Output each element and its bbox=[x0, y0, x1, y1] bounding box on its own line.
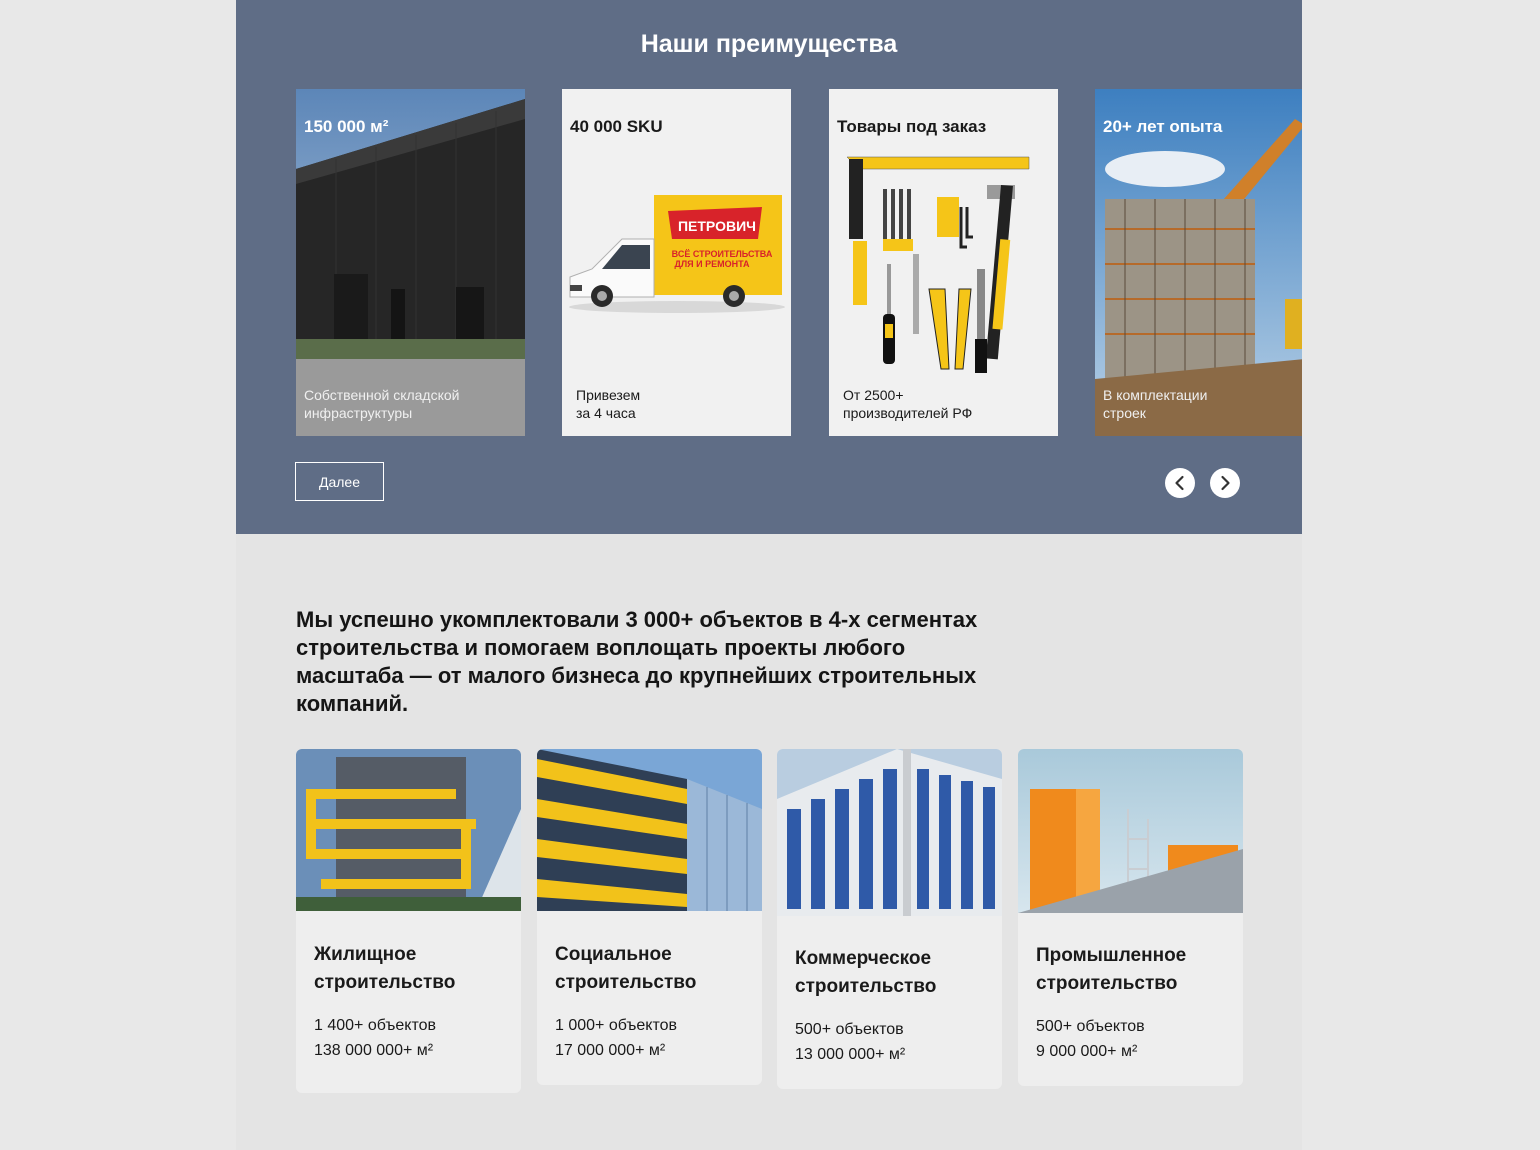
segment-objects: 500+ объектов bbox=[1036, 1018, 1145, 1035]
segment-card-residential[interactable] bbox=[296, 749, 521, 1093]
chevron-right-icon bbox=[1210, 468, 1240, 498]
commercial-building-image bbox=[777, 749, 1002, 916]
truck-brand-text: ПЕТРОВИЧ bbox=[677, 218, 757, 234]
tools-image bbox=[829, 89, 1058, 436]
segment-title: Коммерческое строительство bbox=[795, 948, 937, 997]
advantage-card-text: В комплектации строек bbox=[1103, 387, 1208, 421]
segment-area: 13 000 000+ м² bbox=[795, 1046, 906, 1063]
truck-slogan-line-1: ВСЁ СТРОИТЕЛЬСТВА bbox=[671, 249, 773, 259]
segment-title: Промышленное строительство bbox=[1036, 945, 1187, 994]
segment-card-industrial[interactable] bbox=[1018, 749, 1243, 1086]
carousel-next-button[interactable] bbox=[1210, 468, 1240, 498]
advantage-card-experience[interactable] bbox=[1095, 89, 1302, 436]
delivery-truck-image bbox=[562, 89, 791, 436]
advantage-card-custom-order[interactable] bbox=[829, 89, 1058, 436]
segment-card-social[interactable] bbox=[537, 749, 762, 1085]
residential-building-image bbox=[296, 749, 521, 911]
truck-slogan-line-2: ДЛЯ И РЕМОНТА bbox=[674, 259, 750, 269]
advantage-card-text: От 2500+ производителей РФ bbox=[843, 387, 973, 421]
industrial-building-image bbox=[1018, 749, 1243, 913]
intro-text: Мы успешно укомплектовали 3 000+ объектов в 4-х сегментах строительства и помогаем воплощать проекты любого масштаба — от малого бизнеса до крупнейших строительных компаний. bbox=[296, 607, 978, 716]
advantage-card-warehouse[interactable] bbox=[296, 89, 525, 436]
carousel-prev-button[interactable] bbox=[1165, 468, 1195, 498]
segment-objects: 1 400+ объектов bbox=[314, 1017, 436, 1034]
segment-area: 138 000 000+ м² bbox=[314, 1042, 434, 1059]
segment-title: Социальное строительство bbox=[555, 944, 697, 993]
segment-area: 17 000 000+ м² bbox=[555, 1042, 666, 1059]
chevron-left-icon bbox=[1165, 468, 1195, 498]
segment-card-commercial[interactable] bbox=[777, 749, 1002, 1089]
advantages-section bbox=[236, 0, 1302, 534]
segment-area: 9 000 000+ м² bbox=[1036, 1043, 1138, 1060]
advantage-card-text: Собственной складской инфраструктуры bbox=[304, 387, 460, 421]
social-building-image bbox=[537, 749, 762, 911]
advantage-card-title: 150 000 м² bbox=[304, 117, 389, 136]
warehouse-image bbox=[296, 89, 525, 436]
advantages-title: Наши преимущества bbox=[640, 30, 898, 58]
segment-objects: 1 000+ объектов bbox=[555, 1017, 677, 1034]
advantage-card-title: 20+ лет опыта bbox=[1103, 117, 1223, 136]
advantage-card-title: Товары под заказ bbox=[837, 117, 987, 136]
advantage-card-delivery[interactable] bbox=[562, 89, 791, 436]
segment-objects: 500+ объектов bbox=[795, 1021, 904, 1038]
segment-title: Жилищное строительство bbox=[314, 944, 456, 993]
next-button[interactable]: Далее bbox=[295, 462, 384, 501]
construction-site-image bbox=[1095, 89, 1302, 436]
advantage-card-title: 40 000 SKU bbox=[570, 117, 663, 136]
advantage-card-text: Привезем за 4 часа bbox=[576, 387, 641, 421]
